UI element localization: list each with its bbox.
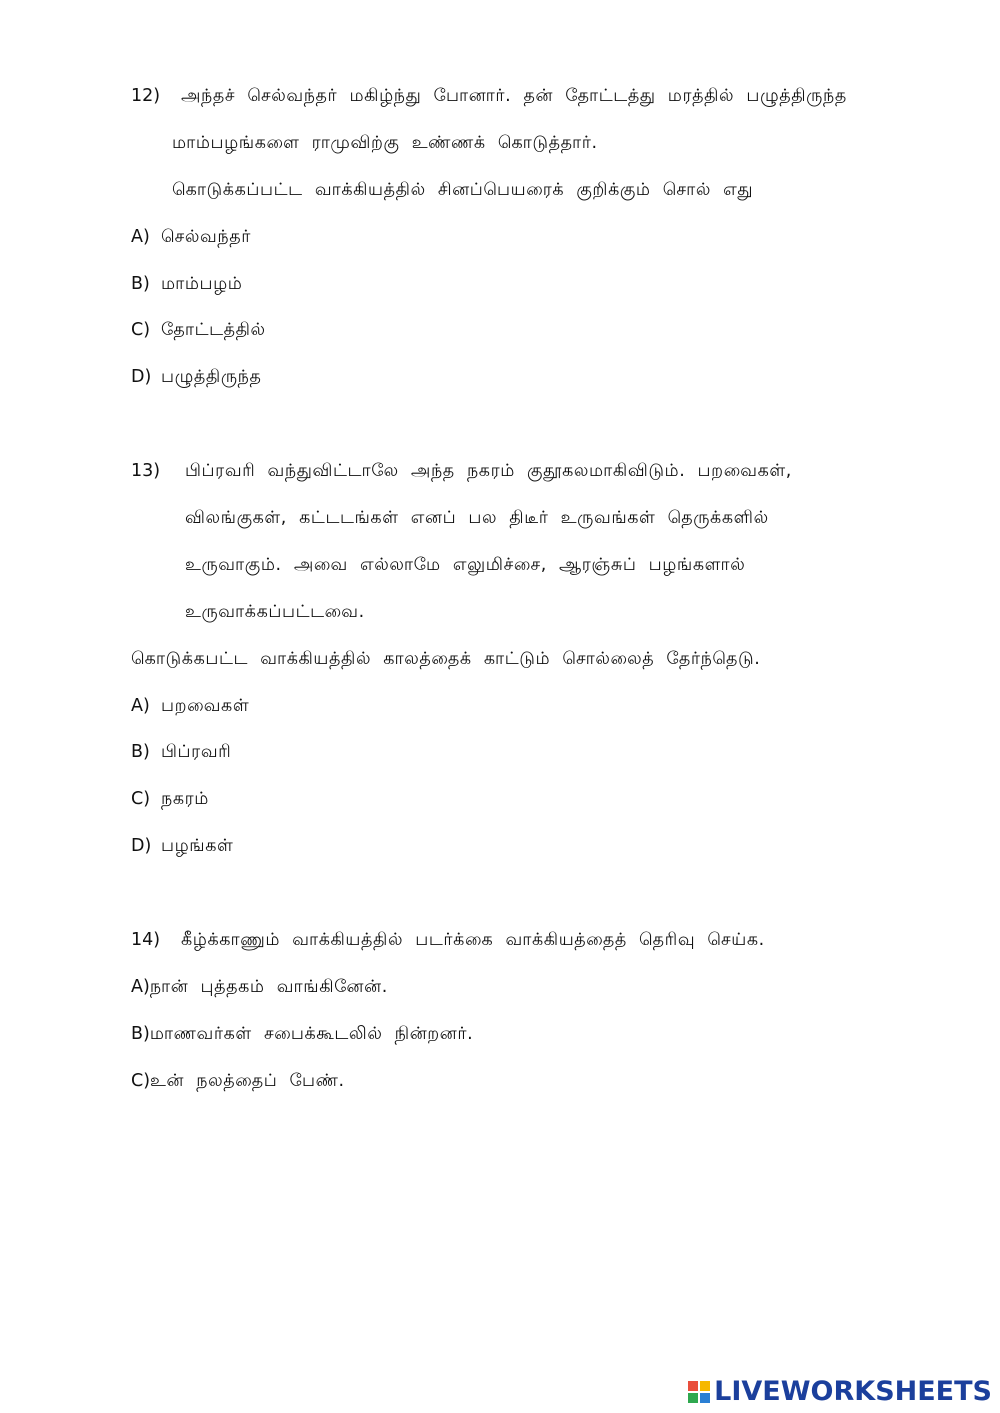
q14-question: கீழ்க்காணும் வாக்கியத்தில் படர்க்கை வாக்கியத்தைத் தெரிவு செய்க.	[181, 930, 765, 950]
q13-line-3: உருவாகும். அவை எல்லாமே எலுமிச்சை, ஆரஞ்சுப் பழங்களால்	[185, 555, 746, 575]
q13-option-d[interactable]	[131, 834, 233, 858]
answer-text: நான் புத்தகம் வாங்கினேன்.	[149, 977, 388, 997]
q12-option-c[interactable]	[131, 318, 266, 342]
q14-question-line	[131, 928, 765, 952]
q14-answer-a[interactable]	[131, 975, 388, 999]
logo-square-3	[688, 1393, 698, 1403]
answer-letter: C)	[131, 1071, 151, 1091]
option-text: தோட்டத்தில்	[161, 320, 266, 340]
q13-text-1: பிப்ரவரி வந்துவிட்டாலே அந்த நகரம் குதூகலமாகிவிடும். பறவைகள்,	[185, 461, 792, 481]
option-letter: B)	[131, 742, 150, 762]
logo-square-2	[700, 1381, 710, 1391]
q13-option-b[interactable]	[131, 740, 231, 764]
answer-text: மாணவர்கள் சபைக்கூடலில் நின்றனர்.	[149, 1024, 474, 1044]
option-text: மாம்பழம்	[161, 274, 243, 294]
option-letter: B)	[131, 274, 150, 294]
option-text: பழங்கள்	[161, 836, 234, 856]
q13-instruction: கொடுக்கபட்ட வாக்கியத்தில் காலத்தைக் காட்டும் சொல்லைத் தேர்ந்தெடு.	[131, 649, 761, 669]
q12-option-b[interactable]	[131, 272, 243, 296]
q14-answer-c[interactable]	[131, 1069, 345, 1093]
answer-text: உன் நலத்தைப் பேண்.	[150, 1071, 345, 1091]
option-text: பழுத்திருந்த	[161, 367, 262, 387]
q12-line-1	[131, 84, 847, 108]
answer-letter: B)	[131, 1024, 150, 1044]
q12-line-2: மாம்பழங்களை ராமுவிற்கு உண்ணக் கொடுத்தார்.	[172, 133, 598, 153]
option-text: பறவைகள்	[161, 696, 250, 716]
q13-line-1	[131, 459, 792, 483]
q13-number: 13)	[131, 461, 161, 481]
option-letter: D)	[131, 836, 152, 856]
option-letter: A)	[131, 227, 150, 247]
q13-option-c[interactable]	[131, 787, 209, 811]
option-letter: C)	[131, 320, 151, 340]
liveworksheets-logo-icon	[688, 1381, 710, 1403]
option-letter: A)	[131, 696, 150, 716]
option-letter: D)	[131, 367, 152, 387]
q12-option-d[interactable]	[131, 365, 262, 389]
option-text: நகரம்	[161, 789, 209, 809]
logo-square-1	[688, 1381, 698, 1391]
logo-square-4	[700, 1393, 710, 1403]
q13-line-4: உருவாக்கப்பட்டவை.	[185, 602, 365, 622]
option-text: செல்வந்தர்	[161, 227, 251, 247]
option-text: பிப்ரவரி	[161, 742, 232, 762]
q12-number: 12)	[131, 86, 161, 106]
answer-letter: A)	[131, 977, 150, 997]
q12-option-a[interactable]	[131, 225, 251, 249]
q14-number: 14)	[131, 930, 161, 950]
brand-name: LIVEWORKSHEETS	[714, 1376, 992, 1407]
option-letter: C)	[131, 789, 151, 809]
liveworksheets-logo	[688, 1376, 992, 1407]
q12-text-1: அந்தச் செல்வந்தர் மகிழ்ந்து போனார். தன் தோட்டத்து மரத்தில் பழுத்திருந்த	[181, 86, 847, 106]
q13-line-2: விலங்குகள், கட்டடங்கள் எனப் பல திடீர் உருவங்கள் தெருக்களில்	[185, 508, 769, 528]
q14-answer-b[interactable]	[131, 1022, 473, 1046]
q12-instruction: கொடுக்கப்பட்ட வாக்கியத்தில் சினப்பெயரைக் குறிக்கும் சொல் எது	[172, 180, 754, 200]
q13-option-a[interactable]	[131, 694, 249, 718]
